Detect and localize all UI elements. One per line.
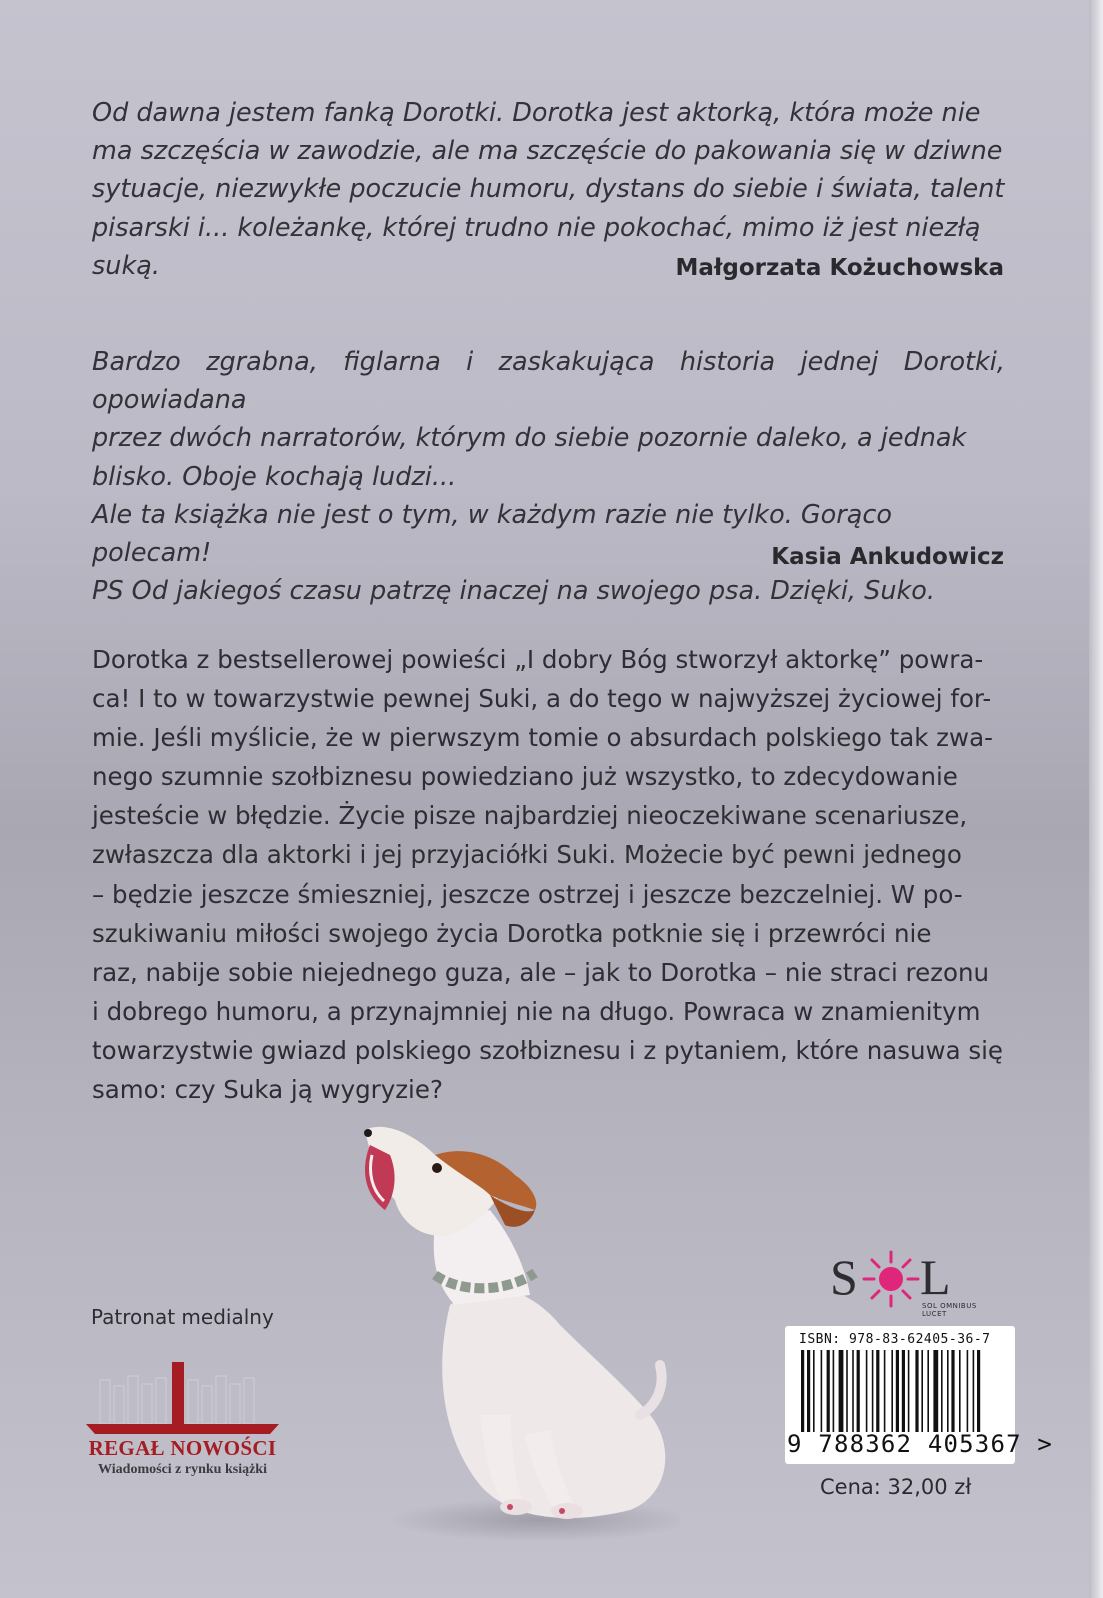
- sun-icon: [862, 1250, 920, 1308]
- blurb-line: jesteście w błędzie. Życie pisze najbardziej nieoczekiwane scenariusze,: [92, 801, 968, 831]
- blurb-line: – będzie jeszcze śmieszniej, jeszcze ostrzej i jeszcze bezczelniej. W po-: [92, 879, 963, 909]
- regal-nowosci-subtitle: Wiadomości z rynku książki: [98, 1462, 267, 1477]
- media-patronage-label: Patronat medialny: [91, 1305, 274, 1329]
- quote-author-ankudowicz: Kasia Ankudowicz: [771, 544, 1004, 570]
- barcode-bars: [799, 1350, 1005, 1432]
- blurb-line: towarzystwie gwiazd polskiego szołbiznesu i z pytaniem, które nasuwa się: [92, 1035, 1004, 1065]
- quote-ankudowicz: [92, 343, 1005, 610]
- barking-dog-illustration: [340, 1115, 680, 1545]
- quote-line: pisarski i... koleżankę, której trudno nie pokochać, mimo iż jest niezłą suką.: [92, 212, 981, 281]
- sol-letter-l: L: [920, 1249, 951, 1305]
- blurb-line: zwłaszcza dla aktorki i jej przyjaciółki Suki. Możecie być pewni jednego: [92, 840, 962, 870]
- blurb-line: i dobrego humoru, a przynajmniej nie na długo. Powraca w znamienitym: [92, 996, 981, 1026]
- page-edge: [1089, 0, 1103, 1598]
- price-label: Cena: 32,00 zł: [820, 1475, 972, 1499]
- sol-letter-s: S: [830, 1249, 858, 1305]
- book-blurb: [92, 640, 1005, 1109]
- quote-line: PS Od jakiegoś czasu patrzę inaczej na swojego psa. Dzięki, Suko.: [92, 576, 935, 607]
- blurb-line: nego szumnie szołbiznesu powiedziano już wszystko, to zdecydowanie: [92, 762, 958, 792]
- blurb-line: raz, nabije sobie niejednego guza, ale – jak to Dorotka – nie straci rezonu: [92, 957, 990, 987]
- blurb-line: mie. Jeśli myślicie, że w pierwszym tomie o absurdach polskiego tak zwa-: [92, 723, 993, 753]
- ean-number: 9 788362 405367 >: [787, 1430, 1054, 1458]
- blurb-line: szukiwaniu miłości swojego życia Dorotka potknie się i przewróci nie: [92, 918, 932, 948]
- quote-line: Od dawna jestem fanką Dorotki. Dorotka jest aktorką, która może nie: [92, 98, 981, 128]
- isbn-barcode: [785, 1326, 1054, 1464]
- quote-author-kozuchowska: Małgorzata Kożuchowska: [675, 255, 1004, 281]
- isbn-number: ISBN: 978-83-62405-36-7: [799, 1332, 991, 1347]
- sol-tagline: SOL OMNIBUS LUCET: [922, 1302, 977, 1318]
- quote-line: ma szczęścia w zawodzie, ale ma szczęście do pakowania się w dziwne: [92, 136, 1003, 167]
- blurb-line: samo: czy Suka ją wygryzie?: [92, 1075, 443, 1105]
- sol-publisher-logo: [822, 1248, 982, 1318]
- blurb-line: ca! I to w towarzystwie pewnej Suki, a do tego w najwyższej życiowej for-: [92, 684, 992, 714]
- quote-line: Bardzo zgrabna, figlarna i zaskakująca historia jednej Dorotki, opowiadana: [92, 347, 1005, 416]
- quote-line: sytuacje, niezwykłe poczucie humoru, dystans do siebie i świata, talent: [92, 174, 1005, 205]
- regal-nowosci-title: REGAŁ NOWOŚCI: [88, 1436, 277, 1460]
- quote-line: przez dwóch narratorów, którym do siebie pozornie daleko, a jednak: [92, 423, 967, 454]
- quote-line: blisko. Oboje kochają ludzi...: [92, 461, 457, 492]
- blurb-line: Dorotka z bestsellerowej powieści „I dobry Bóg stworzył aktorkę” powra-: [92, 645, 984, 674]
- quote-line: Ale ta książka nie jest o tym, w każdym razie nie tylko. Gorąco polecam!: [92, 499, 892, 569]
